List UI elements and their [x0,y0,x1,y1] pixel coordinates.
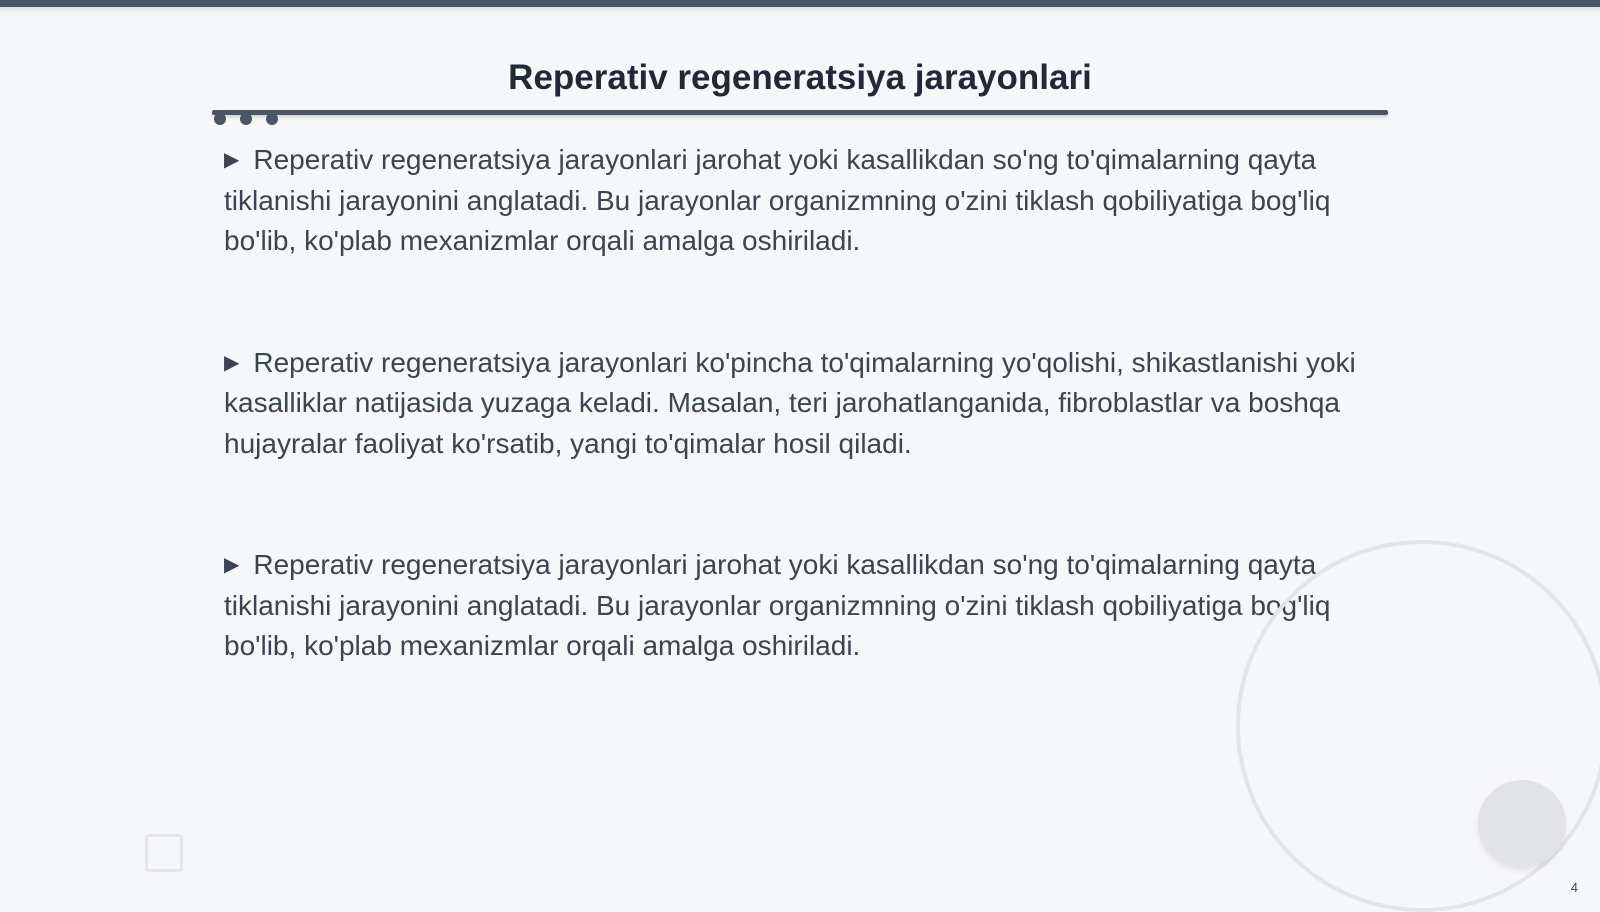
top-bar-shadow [0,7,1600,13]
top-accent-bar [0,0,1600,7]
bullet-arrow-icon: ▶ [224,351,240,374]
bullet-paragraph [224,545,1374,667]
title-underline [212,110,1388,115]
decorative-circle [1478,780,1566,868]
accent-dot [214,113,226,125]
bullet-arrow-icon: ▶ [224,554,240,576]
bullet-paragraph [224,140,1374,262]
page-number: 4 [1570,880,1578,895]
decorative-square [145,834,183,872]
paragraph-text: Reperativ regeneratsiya jarayonlari jarohat yoki kasallikdan so'ng to'qimalarning qayta tiklanishi jarayonini anglatadi. Bu jarayonlar organizmning o'zini tiklash qobiliyatiga bog'liq bo'lib, ko'plab mexanizmlar orqali amalga oshiriladi. [224,549,1331,661]
paragraph-text: Reperativ regeneratsiya jarayonlari jarohat yoki kasallikdan so'ng to'qimalarning qayta tiklanishi jarayonini anglatadi. Bu jarayonlar organizmning o'zini tiklash qobiliyatiga bog'liq bo'lib, ko'plab mexanizmlar orqali amalga oshiriladi. [224,144,1331,256]
bullet-paragraph [224,343,1374,465]
accent-dot [266,113,278,125]
slide-title: Reperativ regeneratsiya jarayonlari [508,58,1092,97]
accent-dot [240,113,252,125]
slide-body [224,140,1374,748]
paragraph-text: Reperativ regeneratsiya jarayonlari ko'pincha to'qimalarning yo'qolishi, shikastlanishi yoki kasalliklar natijasida yuzaga keladi. Masalan, teri jarohatlanganida, fibroblastlar va boshqa hujayralar faoliyat ko'rsatib, yangi to'qimalar hosil qiladi. [224,346,1356,459]
bullet-arrow-icon: ▶ [224,149,240,171]
